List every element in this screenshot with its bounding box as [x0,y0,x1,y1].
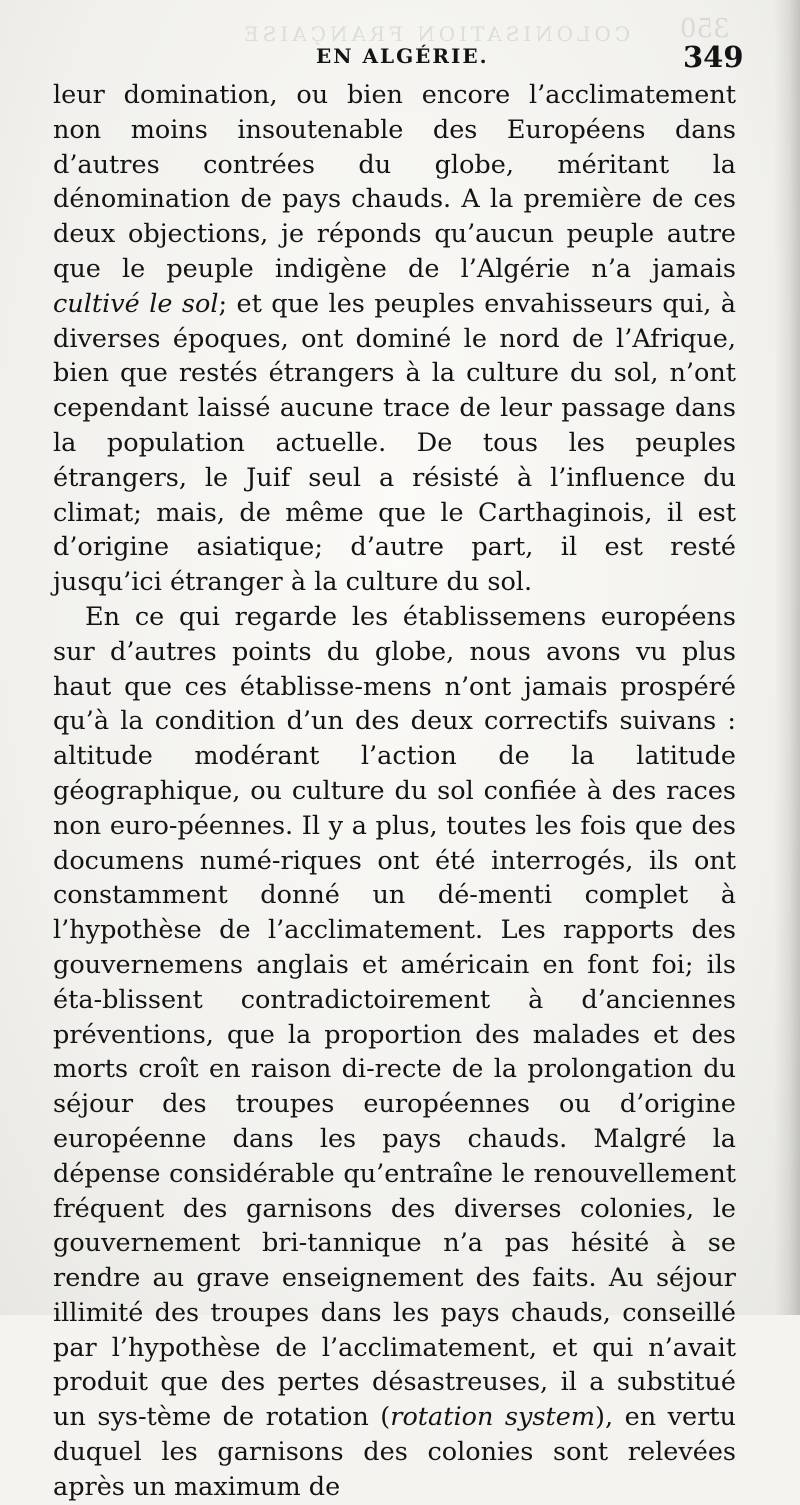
paragraph-1 [53,78,736,600]
text-segment: ), en vertu duquel les garnisons des colonies sont relevées après un maximum de [53,1402,737,1502]
paragraph-2 [53,600,736,1505]
text-segment: leur domination, ou bien encore l’acclimatement non moins insoutenable des Européens dans d’autres contrées du globe, méritant la dénomination de pays chauds. A la première de ces deux objections, je réponds qu’aucun peuple autre que le peuple indigène de l’Algérie n’a jamais [53,80,736,284]
italic-segment: rotation system [390,1402,596,1433]
page-header [0,40,800,80]
text-segment: En ce qui regarde les établissemens européens sur d’autres points du globe, nous avons vu plus haut que ces établisse-mens n’ont jamais prospéré qu’à la condition d’un des deux correctifs suivans : altitude modérant l’action de la latitude géographique, ou culture du sol confiée à des races non euro-péennes. Il y a plus, toutes les fois que des documens numé-riques ont été interrogés, ils ont constamment donné un dé-menti complet à l’hypothèse de l’acclimatement. Les rapports des gouvernemens anglais et américain en font foi; ils éta-blissent contradictoirement à d’anciennes préventions, que la proportion des malades et des morts croît en raison di-recte de la prolongation du séjour des troupes européennes ou d’origine européenne dans les pays chauds. Malgré la dépense considérable qu’entraîne le renouvellement fréquent des garnisons des diverses colonies, le gouvernement bri-tannique n’a pas hésité à se rendre au grave enseignement des faits. Au séjour illimité des troupes dans les pays chauds, conseillé par l’hypothèse de l’acclimatement, et qui n’avait produit que des pertes désastreuses, il a substitué un sys-tème de rotation ( [53,601,736,1433]
page-edge-shadow [774,0,800,1315]
text-segment: ; et que les peuples envahisseurs qui, à diverses époques, ont dominé le nord de l’Afrique, bien que restés étrangers à la culture du sol, n’ont cependant laissé aucune trace de leur passage dans la population actuelle. De tous les peuples étrangers, le Juif seul a résisté à l’influence du climat; mais, de même que le Carthaginois, il est d’origine asiatique; d’autre part, il est resté jusqu’ici étranger à la culture du sol. [53,288,737,598]
italic-segment: cultivé le sol [53,288,219,319]
page-number: 349 [683,40,744,74]
running-head: EN ALGÉRIE. [316,44,489,68]
show-through-running-head: COLONISATION FRANÇAISE [240,22,631,46]
body-text [53,78,736,1505]
show-through-page-number: 350 [680,14,730,44]
